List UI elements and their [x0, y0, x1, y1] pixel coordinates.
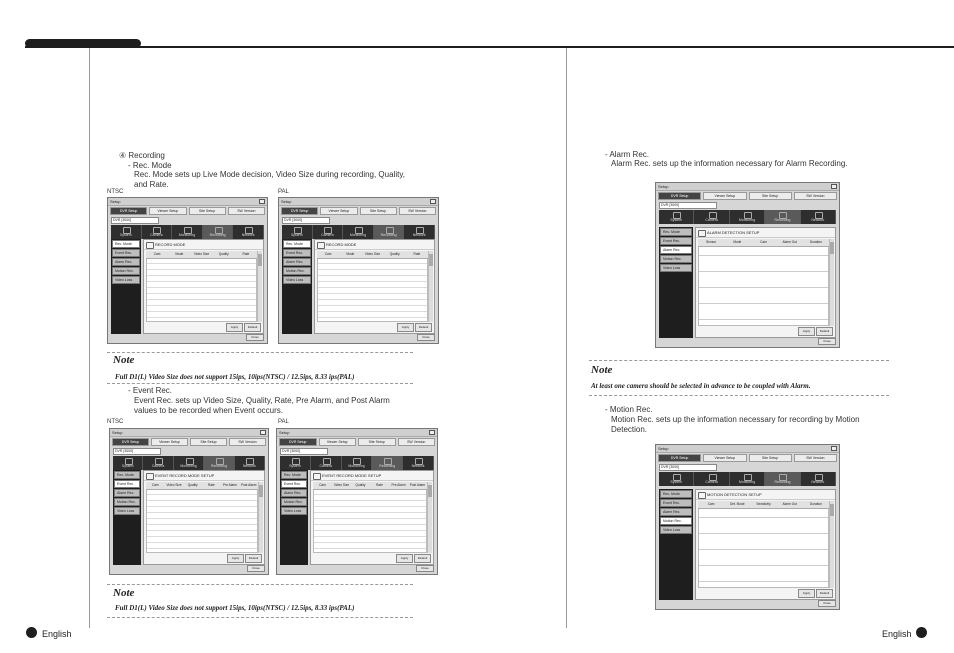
col-post-alarm: Post Alarm [409, 483, 426, 487]
alarm-rec-title: - Alarm Rec. [605, 150, 650, 159]
side-item-motion-rec: Motion Rec. [283, 267, 311, 275]
side-item-rec-mode: Rec. Mode [660, 228, 692, 236]
panel-buttons [397, 323, 432, 332]
scrollbar [257, 251, 262, 322]
scrollbar [258, 482, 263, 553]
default-button: Default [415, 323, 432, 332]
screenshot-body [111, 239, 264, 334]
screenshot-body [659, 227, 836, 338]
apply-button: Apply [397, 323, 414, 332]
side-item-video-loss: Video Loss [112, 276, 140, 284]
window-title: Setup [658, 446, 669, 451]
camera-icon: Camera [694, 210, 729, 224]
panel-buttons [798, 589, 833, 598]
window-titlebar [279, 198, 438, 206]
recording-icon: Recording [765, 472, 800, 486]
side-item-motion-rec: Motion Rec. [660, 517, 692, 525]
screenshot-alarm-detection [655, 182, 840, 348]
apply-button: Apply [798, 589, 815, 598]
settings-grid [313, 482, 427, 553]
monitoring-icon: Monitoring [342, 456, 373, 470]
panel-title: MOTION DETECTION SETUP [696, 490, 835, 500]
footer-right-language: English [882, 629, 912, 639]
close-icon [429, 430, 435, 435]
recording-icon: Recording [372, 456, 403, 470]
tab-viewer-setup: Viewer Setup [703, 454, 746, 462]
col-cam: Cam [153, 252, 161, 256]
col-video-size: Video Size [364, 252, 381, 256]
apply-button: Apply [226, 323, 243, 332]
screenshot-body [659, 489, 836, 600]
col-rate: Rate [376, 483, 383, 487]
side-item-rec-mode: Rec. Mode [114, 471, 140, 479]
side-item-event-rec: Event Rec. [283, 249, 311, 257]
note2-title: Note [113, 587, 135, 599]
default-button: Default [245, 554, 262, 563]
tab-sw-version: SW Version [398, 438, 436, 446]
rec-mode-description: Rec. Mode sets up Live Mode decision, Video Size during recording, Quality, and Rate. [134, 170, 405, 189]
window-title: Setup [658, 184, 669, 189]
col-cam: Cam [707, 502, 715, 506]
recording-heading [119, 151, 165, 161]
side-item-video-loss: Video Loss [660, 264, 692, 272]
header-rule [25, 46, 954, 48]
window-title: Setup [112, 430, 123, 435]
system-icon: System [659, 472, 694, 486]
camera-icon: Camera [311, 456, 342, 470]
close-icon [831, 446, 837, 451]
footer-left-dot-icon [26, 627, 37, 638]
note3-text: At least one camera should be selected in advance to be coupled with Alarm. [591, 382, 811, 390]
tab-site-setup: Site Setup [360, 207, 397, 215]
scroll-thumb [428, 485, 432, 497]
panel-title: ALARM DETECTION SETUP [696, 228, 835, 238]
tab-row [110, 437, 268, 447]
panel-title: EVENT RECORD MODE SETUP [144, 471, 264, 481]
scroll-thumb [259, 485, 263, 497]
scrollbar [829, 239, 834, 326]
note2-text: Full D1(L) Video Size does not support 15ips, 10ips(NTSC) / 12.5ips, 8.33 ips(PAL) [115, 604, 355, 612]
scroll-thumb [429, 254, 433, 266]
event-rec-title: - Event Rec. [128, 386, 173, 395]
dvr-select: DVR [3000] [659, 464, 717, 471]
side-item-alarm-rec: Alarm Rec. [112, 258, 140, 266]
motion-rec-description: Motion Rec. sets up the information necessary for recording by Motion Detection. [611, 415, 860, 434]
note1-top-rule [107, 352, 413, 353]
pal-label-2: PAL [278, 419, 289, 425]
scroll-thumb [830, 504, 834, 516]
monitoring-icon: Monitoring [730, 472, 765, 486]
col-alarm-out: Alarm Out [782, 502, 797, 506]
monitoring-icon: Monitoring [343, 225, 374, 239]
panel-title: RECORD MODE [144, 240, 263, 250]
rec-mode-title: - Rec. Mode [128, 161, 172, 170]
col-cam: Cam [151, 483, 159, 487]
recording-heading-text: Recording [128, 151, 165, 160]
tab-row [656, 453, 839, 463]
col-rate: Rate [207, 483, 215, 487]
note2-bottom-rule [107, 617, 413, 618]
settings-panel [310, 470, 434, 565]
category-iconbar [280, 456, 434, 470]
col-rate: Rate [413, 252, 421, 256]
close-button: Close [246, 334, 264, 341]
panel-buttons [798, 327, 833, 336]
close-icon [259, 199, 265, 204]
note3-top-rule [589, 360, 889, 361]
motion-rec-title: - Motion Rec. [605, 405, 653, 414]
dvr-select: DVR [3000] [111, 217, 159, 224]
panel-title: EVENT RECORD MODE SETUP [311, 471, 433, 481]
col-mode: Mode [733, 240, 742, 244]
side-item-event-rec: Event Rec. [114, 480, 140, 488]
tab-site-setup: Site Setup [749, 454, 792, 462]
tab-dvr-setup: DVR Setup [658, 192, 701, 200]
settings-panel [143, 470, 265, 565]
default-button: Default [414, 554, 431, 563]
scroll-thumb [258, 254, 262, 266]
network-icon: Network [801, 472, 836, 486]
side-menu [659, 489, 693, 600]
side-item-alarm-rec: Alarm Rec. [283, 258, 311, 266]
tab-dvr-setup: DVR Setup [281, 207, 318, 215]
note1-bottom-rule [107, 383, 413, 384]
settings-panel [695, 489, 836, 600]
tab-viewer-setup: Viewer Setup [151, 438, 188, 446]
col-quality: Quality [355, 483, 366, 487]
col-cam: Cam [760, 240, 767, 244]
monitoring-icon: Monitoring [730, 210, 765, 224]
monitoring-icon: Monitoring [174, 456, 204, 470]
apply-button: Apply [798, 327, 815, 336]
tab-viewer-setup: Viewer Setup [320, 207, 357, 215]
side-item-event-rec: Event Rec. [281, 480, 307, 488]
screenshot-event-pal [276, 428, 438, 575]
recording-icon: Recording [374, 225, 405, 239]
side-item-motion-rec: Motion Rec. [114, 498, 140, 506]
close-button: Close [818, 338, 836, 345]
panel-buttons [227, 554, 262, 563]
grid-header [317, 251, 428, 259]
window-title: Setup [110, 199, 121, 204]
screenshot-body [113, 470, 265, 565]
panel-title: RECORD MODE [315, 240, 434, 250]
camera-icon: Camera [694, 472, 729, 486]
tab-viewer-setup: Viewer Setup [319, 438, 357, 446]
recording-icon: Recording [203, 225, 234, 239]
network-icon: Network [801, 210, 836, 224]
default-button: Default [244, 323, 261, 332]
circled-four-icon: ④ [119, 151, 127, 160]
col-cam: Cam [324, 252, 332, 256]
col-det-mode: Det. Mode [729, 502, 745, 506]
col-mode: Mode [346, 252, 355, 256]
tab-dvr-setup: DVR Setup [658, 454, 701, 462]
system-icon: System [659, 210, 694, 224]
apply-button: Apply [227, 554, 244, 563]
tab-site-setup: Site Setup [749, 192, 792, 200]
recording-icon: Recording [204, 456, 234, 470]
left-margin-line [89, 48, 90, 628]
category-iconbar [282, 225, 435, 239]
screenshot-motion-detection [655, 444, 840, 610]
tab-sw-version: SW Version [794, 192, 837, 200]
note1-text: Full D1(L) Video Size does not support 15ips, 10ips(NTSC) / 12.5ips, 8.33 ips(PAL) [115, 373, 355, 381]
close-icon [260, 430, 266, 435]
network-icon: Network [403, 456, 434, 470]
tab-viewer-setup: Viewer Setup [703, 192, 746, 200]
settings-grid [698, 239, 829, 326]
screenshot-event-ntsc [109, 428, 269, 575]
side-item-video-loss: Video Loss [660, 526, 692, 534]
col-cam: Cam [319, 483, 326, 487]
side-item-event-rec: Event Rec. [660, 499, 692, 507]
ntsc-label: NTSC [107, 189, 124, 195]
window-titlebar [656, 183, 839, 191]
settings-panel [695, 227, 836, 338]
grid-header [146, 482, 258, 490]
network-icon: Network [235, 456, 265, 470]
screenshot-rec-mode-ntsc [107, 197, 268, 344]
col-sensor: Sensor [706, 240, 717, 244]
side-item-alarm-rec: Alarm Rec. [281, 489, 307, 497]
scrollbar [829, 501, 834, 588]
side-item-video-loss: Video Loss [281, 507, 307, 515]
col-alarm-out: Alarm Out [782, 240, 797, 244]
tab-site-setup: Site Setup [189, 207, 226, 215]
settings-grid [698, 501, 829, 588]
camera-icon: Camera [313, 225, 344, 239]
camera-icon: Camera [143, 456, 173, 470]
settings-grid [317, 251, 428, 322]
tab-viewer-setup: Viewer Setup [149, 207, 186, 215]
tab-site-setup: Site Setup [358, 438, 396, 446]
tab-row [279, 206, 438, 216]
tab-sw-version: SW Version [228, 207, 265, 215]
dvr-select: DVR [3000] [659, 202, 717, 209]
col-quality: Quality [187, 483, 198, 487]
side-menu [113, 470, 141, 565]
tab-row [277, 437, 437, 447]
settings-grid [146, 482, 258, 553]
panel-buttons [396, 554, 431, 563]
side-item-video-loss: Video Loss [283, 276, 311, 284]
scroll-thumb [830, 242, 834, 254]
col-sensitivity: Sensitivity [756, 502, 771, 506]
tab-dvr-setup: DVR Setup [112, 438, 149, 446]
note1-title: Note [113, 354, 135, 366]
apply-button: Apply [396, 554, 413, 563]
side-item-rec-mode: Rec. Mode [283, 240, 311, 248]
side-menu [282, 239, 312, 334]
side-item-event-rec: Event Rec. [660, 237, 692, 245]
tab-sw-version: SW Version [229, 438, 266, 446]
scrollbar [427, 482, 432, 553]
tab-sw-version: SW Version [794, 454, 837, 462]
settings-grid [146, 251, 257, 322]
side-item-alarm-rec: Alarm Rec. [660, 508, 692, 516]
window-titlebar [277, 429, 437, 437]
col-duration: Duration [809, 240, 822, 244]
window-title: Setup [279, 430, 290, 435]
category-iconbar [659, 210, 836, 224]
event-rec-description: Event Rec. sets up Video Size, Quality, Rate, Pre Alarm, and Post Alarm values to be recorded when Event occurs. [134, 396, 390, 415]
default-button: Default [816, 327, 833, 336]
grid-header [698, 501, 829, 509]
dvr-select: DVR [3000] [113, 448, 161, 455]
col-mode: Mode [175, 252, 184, 256]
dvr-select: DVR [3000] [280, 448, 328, 455]
col-pre-alarm: Pre Alarm [223, 483, 238, 487]
category-iconbar [111, 225, 264, 239]
grid-header [146, 251, 257, 259]
col-duration: Duration [809, 502, 822, 506]
side-menu [111, 239, 141, 334]
pal-label: PAL [278, 189, 289, 195]
footer-left-language: English [42, 629, 72, 639]
system-icon: System [111, 225, 142, 239]
col-video-size: Video Size [333, 483, 350, 487]
tab-dvr-setup: DVR Setup [110, 207, 147, 215]
category-iconbar [659, 472, 836, 486]
side-item-rec-mode: Rec. Mode [112, 240, 140, 248]
close-button: Close [818, 600, 836, 607]
side-item-motion-rec: Motion Rec. [281, 498, 307, 506]
ntsc-label-2: NTSC [107, 419, 124, 425]
side-menu [280, 470, 308, 565]
window-titlebar [656, 445, 839, 453]
note3-bottom-rule [589, 395, 889, 396]
note3-title: Note [591, 364, 613, 376]
window-titlebar [108, 198, 267, 206]
close-button: Close [417, 334, 435, 341]
tab-row [108, 206, 267, 216]
close-button: Close [416, 565, 434, 572]
side-menu [659, 227, 693, 338]
screenshot-body [282, 239, 435, 334]
side-item-event-rec: Event Rec. [112, 249, 140, 257]
footer-right-dot-icon [916, 627, 927, 638]
col-quality: Quality [218, 252, 229, 256]
col-video-size: Video Size [166, 483, 182, 487]
settings-panel [143, 239, 264, 334]
side-item-alarm-rec: Alarm Rec. [660, 246, 692, 254]
tab-dvr-setup: DVR Setup [279, 438, 317, 446]
col-rate: Rate [242, 252, 250, 256]
screenshot-rec-mode-pal [278, 197, 439, 344]
close-button: Close [247, 565, 265, 572]
grid-header [698, 239, 829, 247]
tab-row [656, 191, 839, 201]
column-divider [566, 48, 567, 628]
side-item-video-loss: Video Loss [114, 507, 140, 515]
close-icon [430, 199, 436, 204]
panel-buttons [226, 323, 261, 332]
screenshot-body [280, 470, 434, 565]
camera-icon: Camera [142, 225, 173, 239]
window-title: Setup [281, 199, 292, 204]
grid-header [313, 482, 427, 490]
settings-panel [314, 239, 435, 334]
scrollbar [428, 251, 433, 322]
side-item-rec-mode: Rec. Mode [660, 490, 692, 498]
side-item-rec-mode: Rec. Mode [281, 471, 307, 479]
side-item-motion-rec: Motion Rec. [660, 255, 692, 263]
tab-sw-version: SW Version [399, 207, 436, 215]
col-quality: Quality [389, 252, 400, 256]
side-item-motion-rec: Motion Rec. [112, 267, 140, 275]
network-icon: Network [404, 225, 435, 239]
system-icon: System [113, 456, 143, 470]
monitoring-icon: Monitoring [172, 225, 203, 239]
tab-site-setup: Site Setup [190, 438, 227, 446]
default-button: Default [816, 589, 833, 598]
col-pre-alarm: Pre Alarm [391, 483, 406, 487]
recording-icon: Recording [765, 210, 800, 224]
alarm-rec-description: Alarm Rec. sets up the information necessary for Alarm Recording. [611, 159, 848, 168]
category-iconbar [113, 456, 265, 470]
system-icon: System [280, 456, 311, 470]
note2-top-rule [107, 584, 413, 585]
close-icon [831, 184, 837, 189]
col-post-alarm: Post Alarm [240, 483, 257, 487]
system-icon: System [282, 225, 313, 239]
dvr-select: DVR [3000] [282, 217, 330, 224]
network-icon: Network [233, 225, 264, 239]
window-titlebar [110, 429, 268, 437]
side-item-alarm-rec: Alarm Rec. [114, 489, 140, 497]
col-video-size: Video Size [193, 252, 210, 256]
